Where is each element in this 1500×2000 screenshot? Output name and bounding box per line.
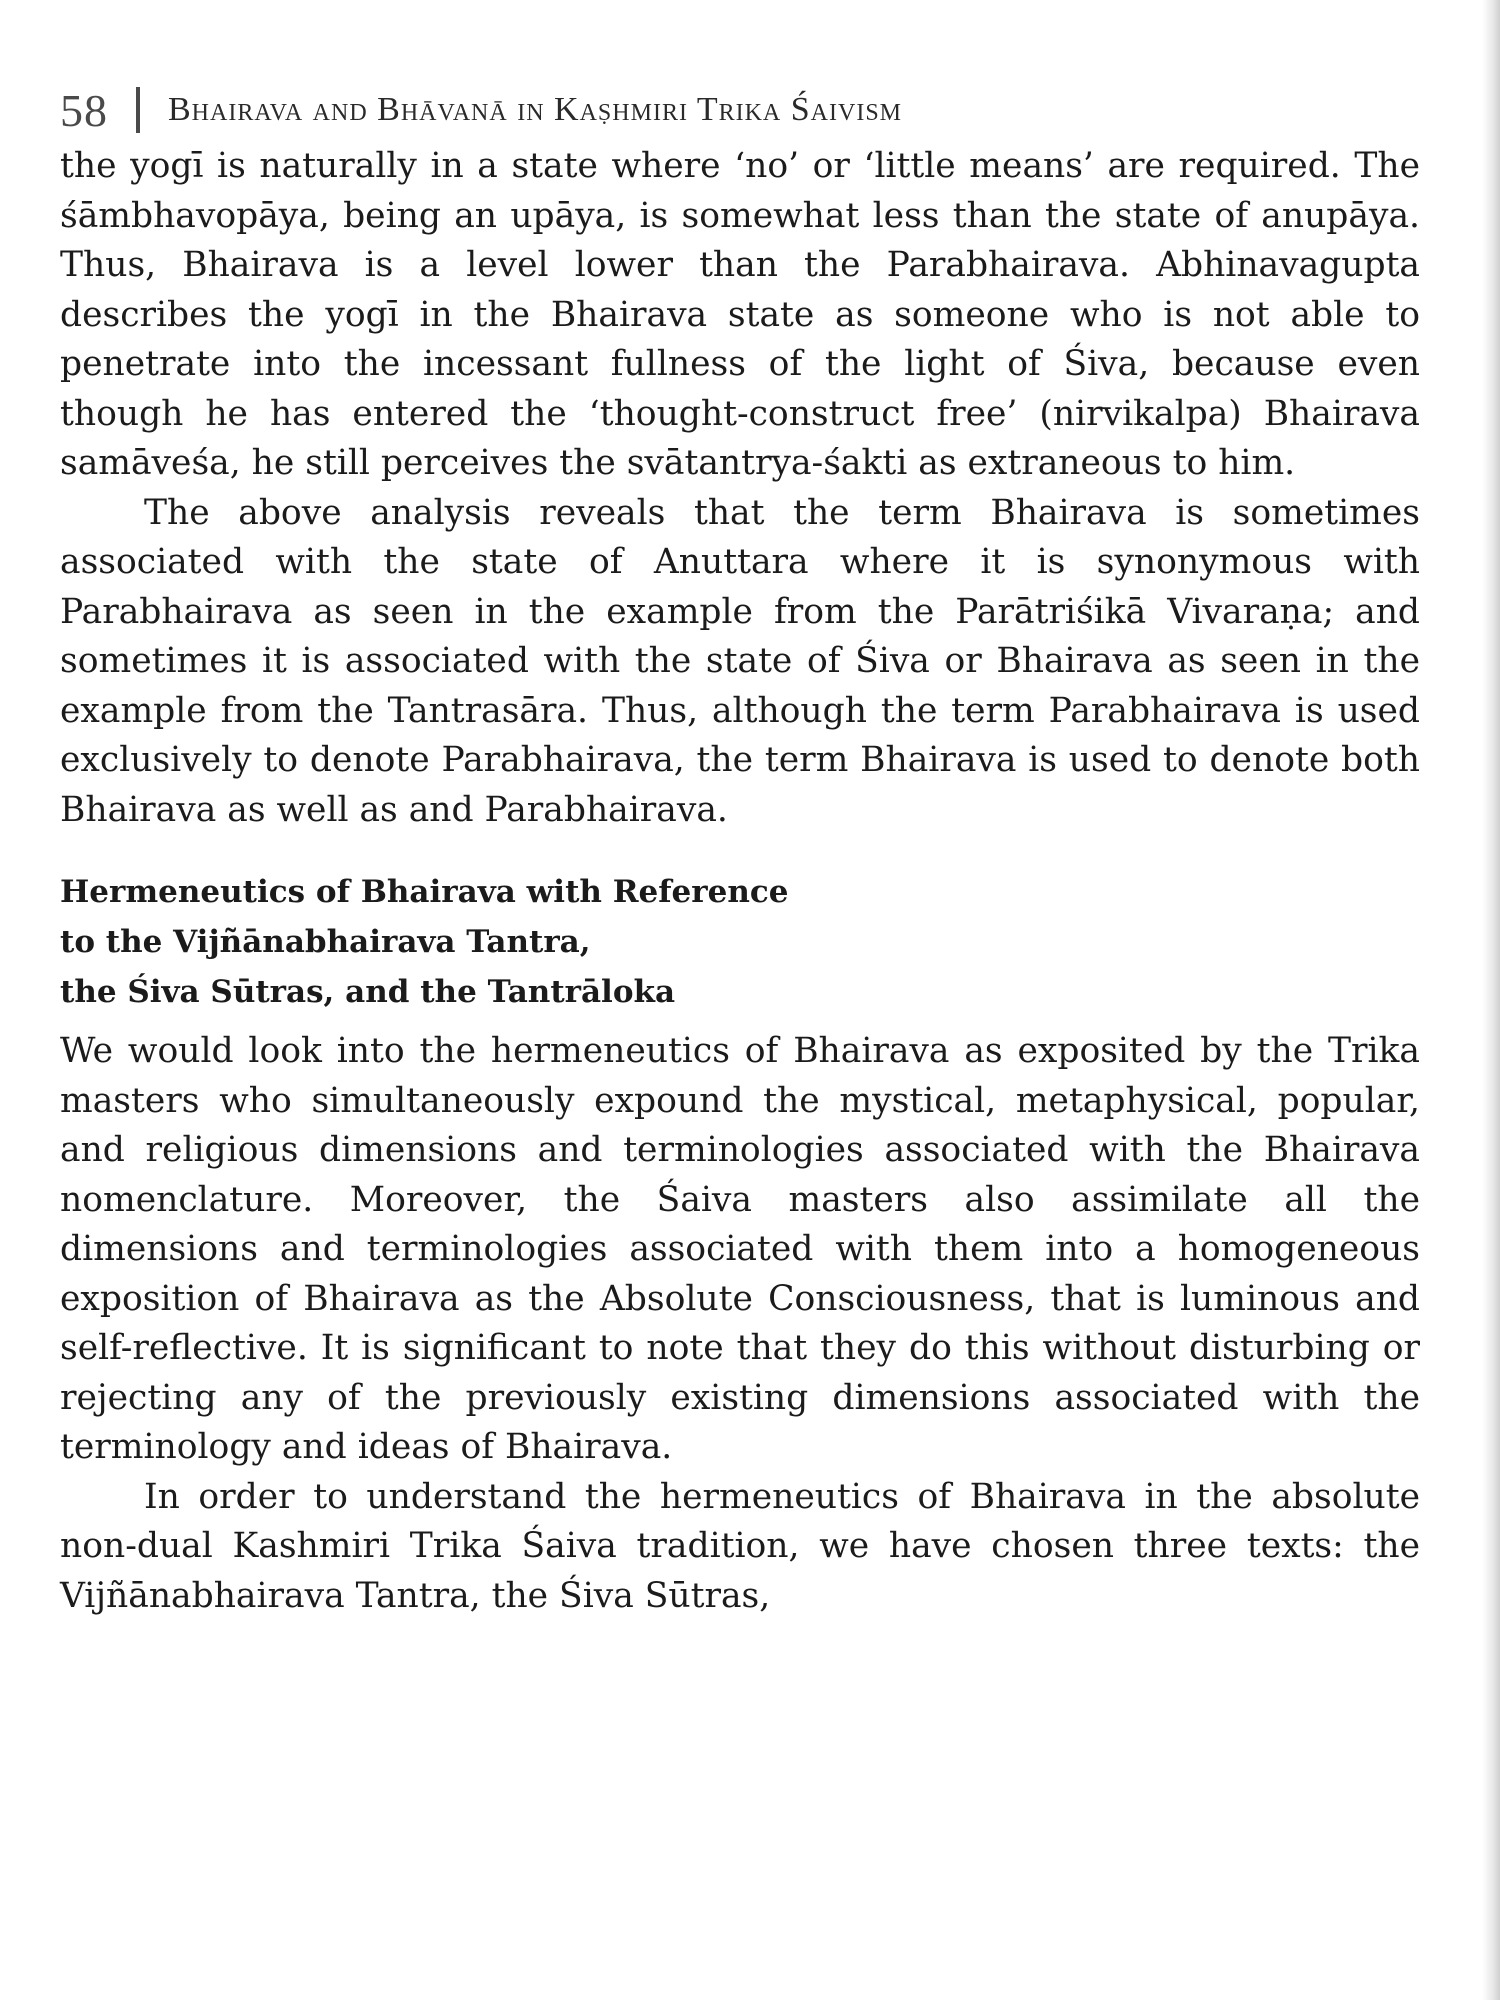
paragraph-2: The above analysis reveals that the term Bhairava is sometimes associated with the state of Anuttara where it is synonymous with Parabhairava as seen in the example from the Parātriśikā Vivaraṇa; and sometimes it is associated with the state of Śiva or Bhairava as seen in the example from the Tantrasāra. Thus, although the term Parabhairava is used exclusively to denote Parabhairava, the term Bhairava is used to denote both Bhairava as well as and Parabhairava. [60, 492, 1420, 830]
paragraph-3: We would look into the hermeneutics of Bhairava as exposited by the Trika masters who simultaneously expound the mystical, metaphysical, popular, and religious dimensions and terminologies associated with the Bhairava nomenclature. Moreover, the Śaiva masters also assimilate all the dimensions and terminologies associated with them into a homogeneous exposition of Bhairava as the Absolute Consciousness, that is luminous and self-reflective. It is significant to note that they do this without disturbing or rejecting any of the previously existing dimensions associated with the terminology and ideas of Bhairava. [60, 1031, 1420, 1467]
section-heading-line-1: Hermeneutics of Bhairava with Reference [60, 874, 789, 910]
section-heading [60, 867, 1420, 1017]
paragraph-4: In order to understand the hermeneutics of Bhairava in the absolute non-dual Kashmiri Trika Śaiva tradition, we have chosen three texts: the Vijñānabhairava Tantra, the Śiva Sūtras, [60, 1476, 1420, 1616]
page-edge-shadow [1482, 0, 1500, 2000]
page-number: 58 [60, 84, 108, 136]
running-title: Bhairava and Bhāvanā in Kaṣhmiri Trika Śaivism [168, 91, 903, 128]
paragraph-1: the yogī is naturally in a state where ‘no’ or ‘little means’ are required. The śāmbhavopāya, being an upāya, is somewhat less than the state of anupāya. Thus, Bhairava is a level lower than the Parabhairava. Abhinavagupta describes the yogī in the Bhairava state as someone who is not able to penetrate into the incessant fullness of the light of Śiva, because even though he has entered the ‘thought-construct free’ (nirvikalpa) Bhairava samāveśa, he still perceives the svātantrya-śakti as extraneous to him. [60, 146, 1420, 483]
section-heading-line-2: to the Vijñānabhairava Tantra, [60, 924, 591, 960]
book-page [60, 80, 1420, 1621]
running-head [60, 80, 1420, 140]
header-divider [136, 87, 140, 133]
section-heading-line-3: the Śiva Sūtras, and the Tantrāloka [60, 974, 676, 1010]
